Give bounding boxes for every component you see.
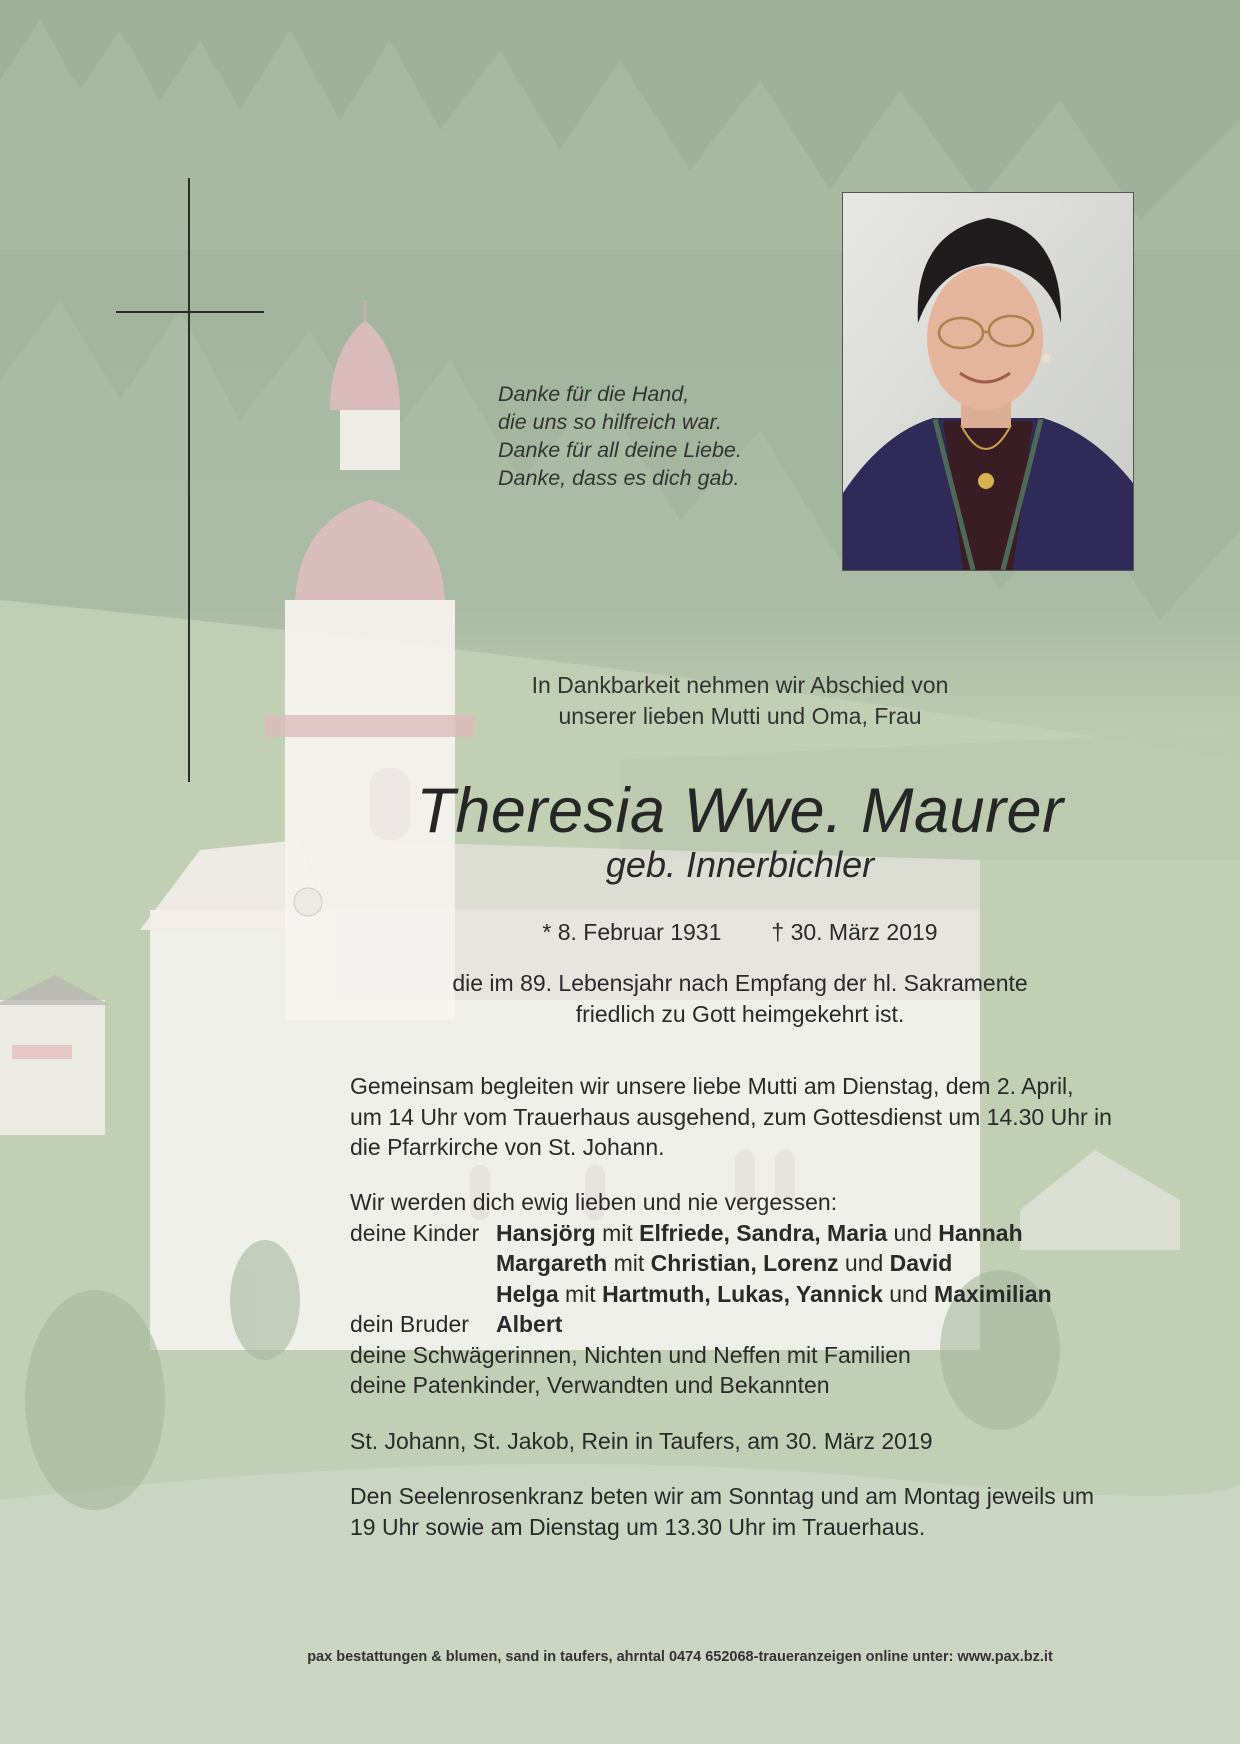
brother-row [350, 1309, 1150, 1340]
poem-line: Danke, dass es dich gab. [498, 466, 740, 490]
child-name: Maximilian [934, 1280, 1052, 1307]
children-line [496, 1250, 952, 1276]
child-name: Margareth [496, 1250, 608, 1276]
poem-line: Danke für all deine Liebe. [498, 438, 742, 462]
rosary-line: Den Seelenrosenkranz beten wir am Sonntag und am Montag jeweils um [350, 1483, 1095, 1509]
mourners-list [350, 1187, 1150, 1401]
child-name: Hansjörg [496, 1219, 596, 1246]
funeral-line: die Pfarrkirche von St. Johann. [350, 1134, 665, 1160]
connector-text: mit [607, 1250, 651, 1276]
relatives-line: deine Schwägerinnen, Nichten und Neffen mit Familien [350, 1341, 911, 1368]
rosary-line: 19 Uhr sowie am Dienstag um 13.30 Uhr im Trauerhaus. [350, 1513, 926, 1540]
connector-text: und [887, 1219, 939, 1246]
brother-label: dein Bruder [350, 1311, 469, 1337]
children-row [350, 1279, 1150, 1310]
children-line [496, 1220, 1023, 1246]
poem-line: Danke für die Hand, [498, 382, 690, 406]
place-date: St. Johann, St. Jakob, Rein in Taufers, am 30. März 2019 [350, 1428, 933, 1454]
description-text [380, 968, 1100, 1030]
child-name: Christian, Lorenz [650, 1250, 839, 1276]
life-dates [340, 916, 1140, 948]
child-name: Elfriede, Sandra, Maria [639, 1219, 888, 1246]
death-date: † 30. März 2019 [771, 919, 938, 945]
footer-funeral-home: pax bestattungen & blumen, sand in taufers, ahrntal 0474 652068-traueranzeigen online unter: www.pax.bz.it [307, 1649, 1053, 1665]
deceased-name: Theresia Wwe. Maurer [416, 776, 1064, 846]
funeral-line: Gemeinsam begleiten wir unsere liebe Mutti am Dienstag, dem 2. April, [350, 1073, 1074, 1099]
connector-text: mit [595, 1219, 640, 1246]
children-line [496, 1281, 1052, 1307]
child-name: Helga [496, 1280, 559, 1307]
connector-text: und [838, 1250, 890, 1276]
intro-line: In Dankbarkeit nehmen wir Abschied von [531, 672, 949, 698]
children-label: deine Kinder [350, 1219, 480, 1246]
portrait-photo [842, 192, 1134, 571]
rosary-notice [350, 1481, 1150, 1542]
relatives-line: deine Patenkinder, Verwandten und Bekannten [350, 1372, 830, 1398]
birth-name: geb. Innerbichler [605, 844, 875, 885]
description-line: die im 89. Lebensjahr nach Empfang der hl. Sakramente [452, 970, 1028, 996]
memorial-poem [498, 380, 818, 492]
children-row [350, 1218, 1150, 1249]
connector-text: mit [558, 1280, 603, 1307]
description-line: friedlich zu Gott heimgekehrt ist. [575, 1001, 905, 1027]
child-name: Hartmuth, Lukas, Yannick [602, 1280, 883, 1307]
child-name: Hannah [938, 1219, 1023, 1246]
child-name: David [889, 1250, 953, 1276]
intro-text [440, 670, 1040, 732]
children-row [350, 1248, 1150, 1279]
birth-date: * 8. Februar 1931 [542, 919, 722, 945]
funeral-announcement [350, 1071, 1150, 1163]
mourners-intro: Wir werden dich ewig lieben und nie vergessen: [350, 1189, 838, 1215]
intro-line: unserer lieben Mutti und Oma, Frau [558, 703, 922, 729]
funeral-line: um 14 Uhr vom Trauerhaus ausgehend, zum Gottesdienst um 14.30 Uhr in [350, 1103, 1112, 1130]
connector-text: und [882, 1280, 935, 1307]
brother-name: Albert [496, 1311, 563, 1337]
poem-line: die uns so hilfreich war. [498, 410, 722, 434]
